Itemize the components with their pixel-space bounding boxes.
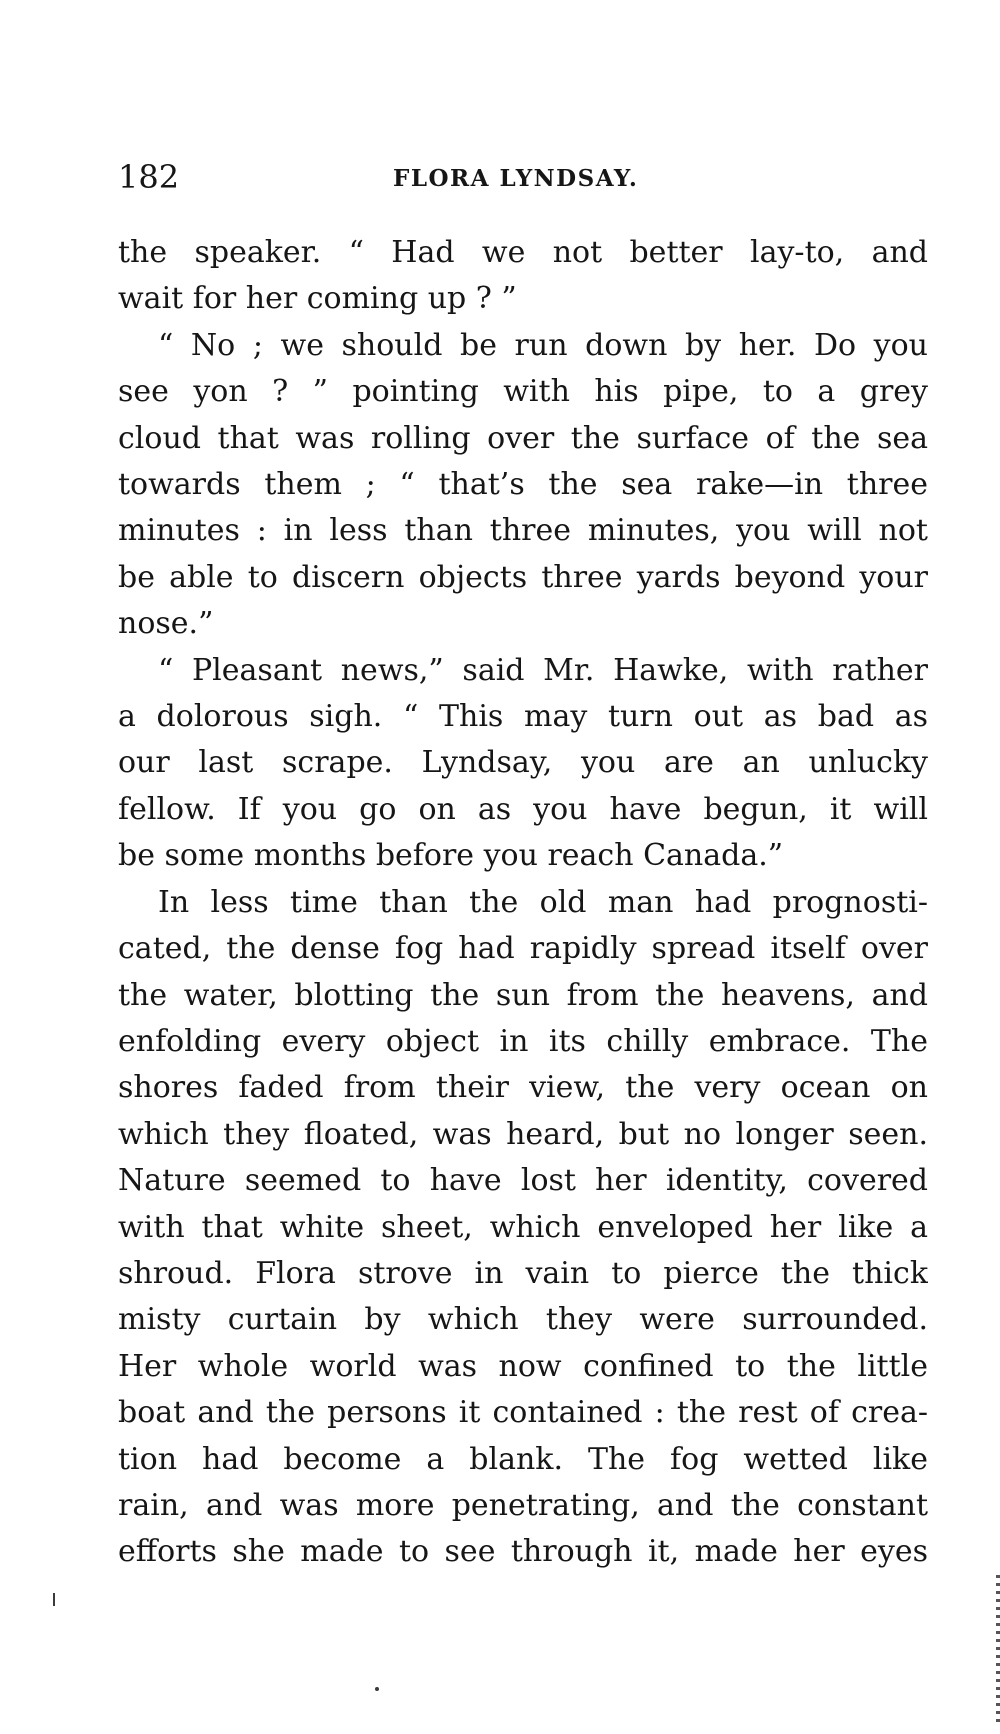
scan-speck — [53, 1593, 55, 1606]
text-line: efforts she made to see through it, made her eyes — [118, 1534, 928, 1570]
text-line: misty curtain by which they were surrounded. — [118, 1302, 928, 1338]
text-line: wait for her coming up ? ” — [118, 281, 517, 317]
book-title: FLORA LYNDSAY. — [393, 165, 639, 192]
text-line: Her whole world was now confined to the little — [118, 1348, 928, 1384]
text-line: the water, blotting the sun from the heavens, and — [118, 977, 928, 1013]
text-line: minutes : in less than three minutes, you will not — [118, 513, 928, 549]
text-line: with that white sheet, which enveloped her like a — [118, 1209, 928, 1245]
text-line: our last scrape. Lyndsay, you are an unlucky — [118, 745, 928, 781]
text-line: fellow. If you go on as you have begun, it will — [118, 791, 928, 827]
text-line: cloud that was rolling over the surface of the sea — [118, 420, 928, 456]
text-line: shroud. Flora strove in vain to pierce the thick — [118, 1255, 928, 1291]
text-line: be some months before you reach Canada.” — [118, 838, 784, 874]
text-line: be able to discern objects three yards beyond your — [118, 559, 928, 595]
page-number: 182 — [118, 158, 180, 196]
body-text — [118, 230, 928, 1576]
text-line: towards them ; “ that’s the sea rake—in three — [118, 467, 928, 503]
running-head — [118, 155, 928, 199]
text-line: boat and the persons it contained : the rest of crea- — [118, 1395, 928, 1431]
text-line: shores faded from their view, the very ocean on — [118, 1070, 928, 1106]
text-line: a dolorous sigh. “ This may turn out as bad as — [118, 699, 928, 735]
text-line: tion had become a blank. The fog wetted like — [118, 1441, 928, 1477]
page-edge-mark — [996, 1575, 1000, 1725]
text-line: enfolding every object in its chilly embrace. The — [118, 1023, 928, 1059]
text-line: Nature seemed to have lost her identity, covered — [118, 1163, 928, 1199]
text-line: see yon ? ” pointing with his pipe, to a grey — [118, 374, 928, 410]
text-line: cated, the dense fog had rapidly spread itself over — [118, 931, 928, 967]
text-line: “ Pleasant news,” said Mr. Hawke, with rather — [158, 652, 928, 688]
text-line: In less time than the old man had prognosti- — [158, 884, 928, 920]
text-line: rain, and was more penetrating, and the constant — [118, 1487, 928, 1523]
scan-speck — [375, 1687, 379, 1691]
text-line: “ No ; we should be run down by her. Do you — [158, 327, 928, 363]
text-line: nose.” — [118, 606, 214, 642]
text-line: which they floated, was heard, but no longer seen. — [118, 1116, 928, 1152]
text-line: the speaker. “ Had we not better lay-to, and — [118, 235, 928, 270]
